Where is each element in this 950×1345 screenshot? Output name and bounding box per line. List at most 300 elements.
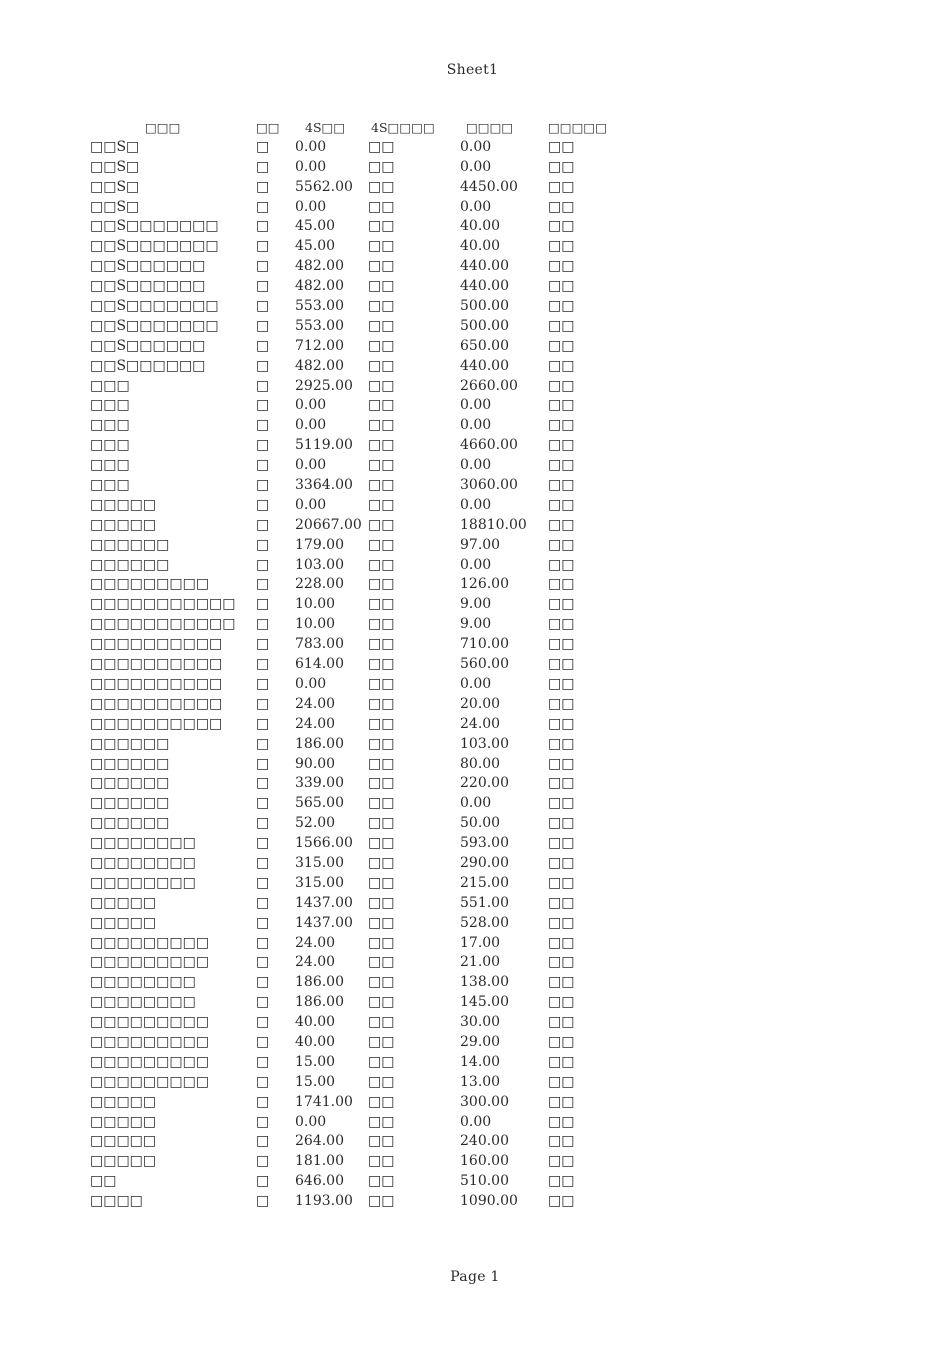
cell-price: 30.00 <box>460 1014 501 1031</box>
cell-price: 24.00 <box>460 715 501 732</box>
cell-4s-price: 646.00 <box>295 1173 344 1190</box>
cell-remark: □□ <box>548 795 575 812</box>
cell-name: □□□□□□ <box>90 735 170 752</box>
cell-price: 3060.00 <box>460 477 518 494</box>
cell-4s-note: □□ <box>368 397 395 414</box>
cell-price: 14.00 <box>460 1053 501 1070</box>
cell-unit: □ <box>256 1153 270 1170</box>
cell-unit: □ <box>256 178 270 195</box>
cell-unit: □ <box>256 337 270 354</box>
cell-unit: □ <box>256 854 270 871</box>
cell-remark: □□ <box>548 656 575 673</box>
cell-4s-note: □□ <box>368 337 395 354</box>
cell-4s-price: 5119.00 <box>295 437 353 454</box>
cell-unit: □ <box>256 874 270 891</box>
cell-name: □□□□□□□□□ <box>90 1073 210 1090</box>
table-row <box>0 456 950 476</box>
cell-4s-price: 228.00 <box>295 576 344 593</box>
cell-unit: □ <box>256 576 270 593</box>
cell-4s-price: 315.00 <box>295 874 344 891</box>
cell-unit: □ <box>256 258 270 275</box>
cell-4s-note: □□ <box>368 894 395 911</box>
cell-4s-price: 614.00 <box>295 656 344 673</box>
table-row <box>0 1093 950 1113</box>
cell-name: □□□ <box>90 477 130 494</box>
cell-name: □□□□□ <box>90 1133 157 1150</box>
cell-remark: □□ <box>548 377 575 394</box>
cell-unit: □ <box>256 437 270 454</box>
cell-name: □□□□□ <box>90 1093 157 1110</box>
table-row <box>0 953 950 973</box>
cell-remark: □□ <box>548 874 575 891</box>
cell-name: □□□□□ <box>90 1113 157 1130</box>
cell-4s-price: 186.00 <box>295 974 344 991</box>
cell-name: □□□□□□□□□□ <box>90 715 223 732</box>
cell-4s-note: □□ <box>368 715 395 732</box>
cell-4s-note: □□ <box>368 1173 395 1190</box>
cell-remark: □□ <box>548 994 575 1011</box>
cell-4s-note: □□ <box>368 596 395 613</box>
cell-unit: □ <box>256 198 270 215</box>
header-cell-4s-price: 4S□□ <box>305 120 346 135</box>
cell-4s-note: □□ <box>368 914 395 931</box>
cell-price: 290.00 <box>460 854 509 871</box>
cell-price: 593.00 <box>460 835 509 852</box>
table-row <box>0 914 950 934</box>
cell-remark: □□ <box>548 974 575 991</box>
cell-name: □□□□□□□□ <box>90 874 196 891</box>
cell-unit: □ <box>256 616 270 633</box>
cell-4s-price: 186.00 <box>295 735 344 752</box>
cell-price: 50.00 <box>460 815 501 832</box>
cell-remark: □□ <box>548 258 575 275</box>
cell-4s-price: 179.00 <box>295 536 344 553</box>
cell-4s-note: □□ <box>368 357 395 374</box>
cell-unit: □ <box>256 477 270 494</box>
cell-unit: □ <box>256 815 270 832</box>
cell-4s-note: □□ <box>368 1053 395 1070</box>
cell-remark: □□ <box>548 516 575 533</box>
cell-remark: □□ <box>548 576 575 593</box>
cell-remark: □□ <box>548 158 575 175</box>
cell-4s-price: 0.00 <box>295 138 327 155</box>
cell-4s-price: 15.00 <box>295 1073 336 1090</box>
cell-4s-note: □□ <box>368 158 395 175</box>
cell-name: □□□□□□□□□□□ <box>90 616 236 633</box>
cell-price: 13.00 <box>460 1073 501 1090</box>
cell-price: 160.00 <box>460 1153 509 1170</box>
cell-unit: □ <box>256 556 270 573</box>
cell-unit: □ <box>256 1033 270 1050</box>
cell-4s-price: 3364.00 <box>295 477 353 494</box>
cell-unit: □ <box>256 357 270 374</box>
cell-4s-price: 0.00 <box>295 496 327 513</box>
table-row <box>0 675 950 695</box>
cell-name: □□□ <box>90 417 130 434</box>
cell-4s-note: □□ <box>368 775 395 792</box>
cell-name: □□□□□□□□□ <box>90 934 210 951</box>
cell-unit: □ <box>256 974 270 991</box>
cell-unit: □ <box>256 715 270 732</box>
cell-remark: □□ <box>548 337 575 354</box>
cell-remark: □□ <box>548 695 575 712</box>
cell-4s-note: □□ <box>368 1093 395 1110</box>
cell-price: 2660.00 <box>460 377 518 394</box>
cell-price: 40.00 <box>460 238 501 255</box>
cell-remark: □□ <box>548 1113 575 1130</box>
cell-4s-note: □□ <box>368 735 395 752</box>
cell-4s-price: 1193.00 <box>295 1193 353 1210</box>
cell-name: □□□□□□□□ <box>90 974 196 991</box>
cell-price: 1090.00 <box>460 1193 518 1210</box>
table-row <box>0 337 950 357</box>
cell-remark: □□ <box>548 735 575 752</box>
cell-price: 126.00 <box>460 576 509 593</box>
cell-4s-note: □□ <box>368 616 395 633</box>
cell-remark: □□ <box>548 457 575 474</box>
cell-4s-note: □□ <box>368 1073 395 1090</box>
cell-price: 97.00 <box>460 536 501 553</box>
header-cell-name: □□□ <box>145 120 181 135</box>
cell-unit: □ <box>256 934 270 951</box>
cell-remark: □□ <box>548 1133 575 1150</box>
cell-4s-price: 1741.00 <box>295 1093 353 1110</box>
cell-remark: □□ <box>548 198 575 215</box>
cell-name: □□□□□ <box>90 1153 157 1170</box>
cell-name: □□S□□□□□□ <box>90 258 206 275</box>
cell-remark: □□ <box>548 616 575 633</box>
table-row <box>0 436 950 456</box>
cell-remark: □□ <box>548 815 575 832</box>
cell-price: 4660.00 <box>460 437 518 454</box>
cell-remark: □□ <box>548 218 575 235</box>
cell-unit: □ <box>256 516 270 533</box>
cell-price: 560.00 <box>460 656 509 673</box>
cell-unit: □ <box>256 795 270 812</box>
cell-remark: □□ <box>548 1153 575 1170</box>
cell-4s-note: □□ <box>368 795 395 812</box>
cell-price: 0.00 <box>460 198 492 215</box>
cell-4s-price: 40.00 <box>295 1033 336 1050</box>
table-row <box>0 1172 950 1192</box>
cell-4s-price: 0.00 <box>295 158 327 175</box>
cell-unit: □ <box>256 894 270 911</box>
cell-price: 17.00 <box>460 934 501 951</box>
cell-4s-note: □□ <box>368 675 395 692</box>
cell-name: □□□ <box>90 457 130 474</box>
cell-4s-note: □□ <box>368 218 395 235</box>
cell-name: □□□□□□ <box>90 556 170 573</box>
table-row <box>0 476 950 496</box>
cell-4s-note: □□ <box>368 695 395 712</box>
cell-unit: □ <box>256 238 270 255</box>
table-row <box>0 993 950 1013</box>
cell-name: □□□□□□□□□ <box>90 1053 210 1070</box>
cell-price: 528.00 <box>460 914 509 931</box>
cell-4s-note: □□ <box>368 1113 395 1130</box>
table-row <box>0 496 950 516</box>
cell-4s-note: □□ <box>368 1153 395 1170</box>
table-row <box>0 178 950 198</box>
cell-name: □□S□□□□□□□ <box>90 218 219 235</box>
spreadsheet-table <box>0 118 950 1212</box>
cell-name: □□□□□□□□□ <box>90 576 210 593</box>
cell-4s-note: □□ <box>368 138 395 155</box>
cell-4s-note: □□ <box>368 576 395 593</box>
cell-4s-note: □□ <box>368 994 395 1011</box>
cell-4s-price: 40.00 <box>295 1014 336 1031</box>
cell-4s-price: 186.00 <box>295 994 344 1011</box>
cell-name: □□S□ <box>90 158 140 175</box>
table-row <box>0 198 950 218</box>
cell-name: □□S□ <box>90 178 140 195</box>
cell-price: 4450.00 <box>460 178 518 195</box>
cell-unit: □ <box>256 1173 270 1190</box>
cell-unit: □ <box>256 1113 270 1130</box>
cell-4s-note: □□ <box>368 556 395 573</box>
cell-unit: □ <box>256 1073 270 1090</box>
cell-4s-price: 712.00 <box>295 337 344 354</box>
cell-remark: □□ <box>548 715 575 732</box>
cell-name: □□□□□□ <box>90 775 170 792</box>
cell-price: 0.00 <box>460 556 492 573</box>
cell-unit: □ <box>256 735 270 752</box>
cell-unit: □ <box>256 536 270 553</box>
table-row <box>0 377 950 397</box>
cell-4s-note: □□ <box>368 1133 395 1150</box>
cell-unit: □ <box>256 1014 270 1031</box>
table-row <box>0 396 950 416</box>
cell-4s-price: 10.00 <box>295 616 336 633</box>
table-row <box>0 237 950 257</box>
cell-price: 0.00 <box>460 158 492 175</box>
cell-4s-price: 482.00 <box>295 357 344 374</box>
table-row <box>0 357 950 377</box>
cell-unit: □ <box>256 636 270 653</box>
cell-4s-note: □□ <box>368 238 395 255</box>
cell-name: □□□□□□□□ <box>90 994 196 1011</box>
cell-4s-note: □□ <box>368 536 395 553</box>
cell-4s-price: 315.00 <box>295 854 344 871</box>
cell-price: 0.00 <box>460 417 492 434</box>
cell-4s-price: 783.00 <box>295 636 344 653</box>
cell-price: 40.00 <box>460 218 501 235</box>
cell-price: 9.00 <box>460 596 492 613</box>
cell-price: 21.00 <box>460 954 501 971</box>
cell-remark: □□ <box>548 1053 575 1070</box>
table-row <box>0 158 950 178</box>
cell-4s-note: □□ <box>368 755 395 772</box>
cell-name: □□□□□ <box>90 516 157 533</box>
cell-name: □□□ <box>90 397 130 414</box>
cell-price: 80.00 <box>460 755 501 772</box>
cell-price: 0.00 <box>460 1113 492 1130</box>
cell-4s-note: □□ <box>368 417 395 434</box>
cell-price: 440.00 <box>460 278 509 295</box>
cell-4s-price: 24.00 <box>295 715 336 732</box>
cell-4s-price: 553.00 <box>295 317 344 334</box>
cell-4s-price: 0.00 <box>295 457 327 474</box>
cell-4s-note: □□ <box>368 656 395 673</box>
cell-4s-note: □□ <box>368 636 395 653</box>
cell-unit: □ <box>256 298 270 315</box>
table-row <box>0 217 950 237</box>
table-body <box>0 138 950 1212</box>
cell-4s-price: 339.00 <box>295 775 344 792</box>
cell-4s-price: 2925.00 <box>295 377 353 394</box>
cell-remark: □□ <box>548 317 575 334</box>
table-row <box>0 755 950 775</box>
cell-4s-price: 0.00 <box>295 1113 327 1130</box>
cell-4s-note: □□ <box>368 317 395 334</box>
cell-4s-price: 20667.00 <box>295 516 362 533</box>
cell-4s-price: 45.00 <box>295 238 336 255</box>
cell-remark: □□ <box>548 854 575 871</box>
table-row <box>0 1053 950 1073</box>
cell-name: □□□□□□□□□□ <box>90 675 223 692</box>
cell-remark: □□ <box>548 755 575 772</box>
table-row <box>0 655 950 675</box>
cell-4s-price: 24.00 <box>295 934 336 951</box>
cell-4s-note: □□ <box>368 278 395 295</box>
table-row <box>0 774 950 794</box>
cell-4s-price: 482.00 <box>295 278 344 295</box>
cell-name: □□□□□□□□□□□ <box>90 596 236 613</box>
cell-unit: □ <box>256 496 270 513</box>
table-row <box>0 615 950 635</box>
cell-unit: □ <box>256 1133 270 1150</box>
cell-price: 138.00 <box>460 974 509 991</box>
cell-remark: □□ <box>548 775 575 792</box>
cell-4s-price: 0.00 <box>295 417 327 434</box>
cell-unit: □ <box>256 417 270 434</box>
cell-price: 500.00 <box>460 317 509 334</box>
cell-4s-note: □□ <box>368 516 395 533</box>
cell-4s-note: □□ <box>368 496 395 513</box>
cell-unit: □ <box>256 914 270 931</box>
table-row <box>0 138 950 158</box>
table-row <box>0 695 950 715</box>
cell-remark: □□ <box>548 835 575 852</box>
cell-price: 710.00 <box>460 636 509 653</box>
header-cell-unit: □□ <box>256 120 280 135</box>
table-row <box>0 1192 950 1212</box>
table-row <box>0 595 950 615</box>
cell-remark: □□ <box>548 357 575 374</box>
table-row <box>0 575 950 595</box>
cell-name: □□S□ <box>90 198 140 215</box>
cell-unit: □ <box>256 675 270 692</box>
table-row <box>0 715 950 735</box>
cell-remark: □□ <box>548 894 575 911</box>
cell-remark: □□ <box>548 437 575 454</box>
table-row <box>0 635 950 655</box>
table-row <box>0 814 950 834</box>
table-row <box>0 1073 950 1093</box>
cell-price: 20.00 <box>460 695 501 712</box>
cell-4s-note: □□ <box>368 377 395 394</box>
cell-name: □□□ <box>90 377 130 394</box>
cell-price: 29.00 <box>460 1033 501 1050</box>
cell-name: □□S□ <box>90 138 140 155</box>
cell-price: 440.00 <box>460 357 509 374</box>
cell-4s-note: □□ <box>368 1033 395 1050</box>
cell-name: □□□□□□ <box>90 795 170 812</box>
cell-remark: □□ <box>548 1014 575 1031</box>
table-row <box>0 854 950 874</box>
cell-4s-note: □□ <box>368 258 395 275</box>
cell-name: □□□□□ <box>90 894 157 911</box>
cell-price: 103.00 <box>460 735 509 752</box>
header-cell-remark: □□□□□ <box>548 120 608 135</box>
cell-4s-price: 103.00 <box>295 556 344 573</box>
cell-remark: □□ <box>548 397 575 414</box>
cell-4s-note: □□ <box>368 874 395 891</box>
table-row <box>0 894 950 914</box>
cell-unit: □ <box>256 317 270 334</box>
cell-remark: □□ <box>548 954 575 971</box>
cell-price: 0.00 <box>460 457 492 474</box>
cell-4s-price: 264.00 <box>295 1133 344 1150</box>
cell-price: 145.00 <box>460 994 509 1011</box>
cell-remark: □□ <box>548 178 575 195</box>
cell-unit: □ <box>256 1193 270 1210</box>
cell-name: □□□□□□□□ <box>90 854 196 871</box>
cell-4s-price: 1566.00 <box>295 835 353 852</box>
cell-4s-price: 52.00 <box>295 815 336 832</box>
cell-remark: □□ <box>548 1033 575 1050</box>
cell-4s-note: □□ <box>368 437 395 454</box>
table-header-row <box>0 118 950 138</box>
cell-4s-price: 1437.00 <box>295 894 353 911</box>
cell-4s-note: □□ <box>368 198 395 215</box>
cell-4s-note: □□ <box>368 298 395 315</box>
table-row <box>0 834 950 854</box>
cell-remark: □□ <box>548 636 575 653</box>
cell-remark: □□ <box>548 417 575 434</box>
cell-unit: □ <box>256 1093 270 1110</box>
cell-4s-price: 24.00 <box>295 954 336 971</box>
cell-remark: □□ <box>548 914 575 931</box>
cell-name: □□□□□□ <box>90 815 170 832</box>
cell-name: □□□□□□□□□ <box>90 954 210 971</box>
cell-unit: □ <box>256 218 270 235</box>
cell-remark: □□ <box>548 556 575 573</box>
table-row <box>0 416 950 436</box>
table-row <box>0 794 950 814</box>
table-row <box>0 973 950 993</box>
cell-name: □□S□□□□□□□ <box>90 317 219 334</box>
cell-price: 0.00 <box>460 496 492 513</box>
cell-name: □□S□□□□□□□ <box>90 238 219 255</box>
table-row <box>0 934 950 954</box>
cell-4s-note: □□ <box>368 815 395 832</box>
cell-unit: □ <box>256 1053 270 1070</box>
cell-price: 18810.00 <box>460 516 527 533</box>
cell-4s-note: □□ <box>368 477 395 494</box>
cell-remark: □□ <box>548 1073 575 1090</box>
cell-remark: □□ <box>548 298 575 315</box>
cell-name: □□S□□□□□□ <box>90 357 206 374</box>
cell-remark: □□ <box>548 496 575 513</box>
cell-unit: □ <box>256 835 270 852</box>
cell-unit: □ <box>256 457 270 474</box>
table-row <box>0 297 950 317</box>
cell-4s-note: □□ <box>368 1193 395 1210</box>
cell-price: 215.00 <box>460 874 509 891</box>
cell-unit: □ <box>256 278 270 295</box>
table-row <box>0 874 950 894</box>
